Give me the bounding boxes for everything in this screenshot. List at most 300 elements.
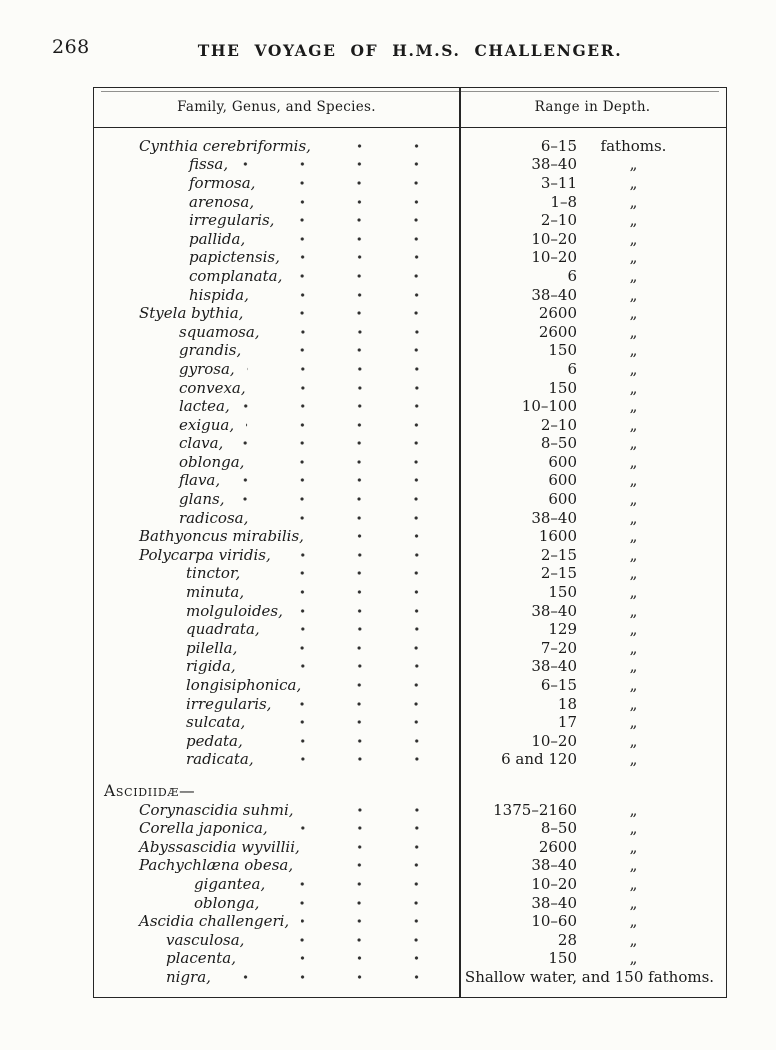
dot-leader — [271, 897, 445, 909]
depth-value: 6 and 120 — [501, 750, 577, 769]
taxon-name: papictensis, — [189, 248, 280, 267]
depth-unit: „ — [629, 912, 638, 931]
depth-cell — [459, 509, 726, 527]
depth-value: 2–10 — [540, 211, 577, 230]
table-row — [94, 657, 726, 676]
taxon-name: squamosa, — [179, 322, 260, 341]
depth-unit: „ — [629, 155, 638, 174]
depth-cell — [459, 174, 726, 192]
taxon-name: pallida, — [189, 229, 246, 248]
depth-cell — [459, 193, 726, 211]
dot-leader — [257, 233, 445, 245]
column-header-depth: Range in Depth. — [534, 99, 651, 116]
depth-value: 600 — [548, 490, 577, 509]
name-cell — [94, 323, 459, 341]
dot-leader — [260, 512, 445, 524]
taxon-name: exigua, — [179, 415, 235, 434]
name-cell — [94, 782, 459, 800]
dot-leader — [253, 344, 445, 356]
taxon-name: complanata, — [189, 266, 283, 285]
taxon-name: fissa, — [189, 155, 229, 174]
dot-leader — [248, 952, 445, 964]
table-row — [94, 639, 726, 658]
table-row — [94, 248, 726, 267]
table-row — [94, 750, 726, 769]
depth-cell — [459, 695, 726, 713]
depth-value: 2–15 — [540, 545, 577, 564]
depth-cell — [459, 564, 726, 582]
name-cell — [94, 801, 459, 819]
depth-unit: „ — [629, 471, 638, 490]
depth-unit: „ — [629, 434, 638, 453]
table-row — [94, 229, 726, 248]
dot-leader — [312, 841, 445, 853]
depth-value: 2–10 — [540, 415, 577, 434]
depth-unit: „ — [629, 694, 638, 713]
depth-value: 10–20 — [531, 731, 577, 750]
name-cell — [94, 564, 459, 582]
dot-leader — [255, 735, 445, 747]
depth-cell — [459, 750, 726, 768]
dot-leader — [283, 698, 445, 710]
table-row — [94, 949, 726, 968]
depth-unit: „ — [629, 949, 638, 968]
taxon-name: Ascidiidæ— — [104, 781, 196, 800]
taxon-name: Corynascidia suhmi, — [139, 800, 294, 819]
name-cell — [94, 193, 459, 211]
depth-value: Shallow water, and 150 fathoms. — [464, 967, 715, 986]
depth-unit: „ — [629, 415, 638, 434]
depth-value: 3–11 — [540, 173, 577, 192]
taxon-name: longisiphonica, — [186, 676, 302, 695]
depth-value: 2600 — [538, 322, 577, 341]
dot-leader — [255, 307, 445, 319]
depth-value: 150 — [548, 583, 577, 602]
depth-value: 38–40 — [531, 285, 577, 304]
table-row — [94, 415, 726, 434]
species-depth-table — [93, 87, 727, 998]
running-title: THE VOYAGE OF H.M.S. CHALLENGER. — [197, 41, 623, 60]
table-row — [94, 620, 726, 639]
depth-cell — [459, 713, 726, 731]
table-row — [94, 304, 726, 323]
table-row — [94, 341, 726, 360]
table-row — [94, 601, 726, 620]
dot-leader — [272, 623, 445, 635]
table-row — [94, 546, 726, 565]
depth-unit: „ — [629, 713, 638, 732]
depth-value: 6 — [567, 266, 577, 285]
table-row — [94, 155, 726, 174]
dot-leader — [256, 586, 445, 598]
dot-leader — [266, 196, 445, 208]
depth-unit: „ — [629, 601, 638, 620]
name-cell — [94, 713, 459, 731]
depth-cell — [459, 416, 726, 434]
taxon-name: gyrosa, — [179, 359, 235, 378]
dot-leader — [272, 326, 445, 338]
taxon-name: rigida, — [186, 657, 236, 676]
dot-leader — [295, 605, 445, 617]
taxon-name: radicosa, — [179, 508, 249, 527]
taxon-name: nigra, — [166, 967, 211, 986]
depth-value: 8–50 — [540, 434, 577, 453]
depth-cell — [459, 155, 726, 173]
taxon-name: Styela bythia, — [139, 304, 244, 323]
taxon-name: oblonga, — [194, 893, 260, 912]
name-cell — [94, 248, 459, 266]
depth-cell — [459, 912, 726, 930]
depth-value: 10–100 — [521, 397, 577, 416]
depth-value: 600 — [548, 452, 577, 471]
taxon-name: Cynthia cerebriformis, — [139, 136, 311, 155]
table-row — [94, 434, 726, 453]
depth-cell — [459, 397, 726, 415]
dot-leader — [316, 530, 445, 542]
depth-value: 600 — [548, 471, 577, 490]
name-cell — [94, 211, 459, 229]
name-cell — [94, 137, 459, 155]
name-cell — [94, 490, 459, 508]
table-row — [94, 360, 726, 379]
depth-cell — [459, 856, 726, 874]
name-cell — [94, 397, 459, 415]
depth-value: 38–40 — [531, 856, 577, 875]
depth-value: 8–50 — [540, 819, 577, 838]
name-cell — [94, 657, 459, 675]
table-row — [94, 490, 726, 509]
dot-leader — [257, 716, 445, 728]
table-row — [94, 322, 726, 341]
depth-value: 38–40 — [531, 155, 577, 174]
depth-unit: „ — [629, 930, 638, 949]
dot-leader — [242, 400, 445, 412]
depth-unit: „ — [629, 508, 638, 527]
depth-value: 38–40 — [531, 657, 577, 676]
name-cell — [94, 509, 459, 527]
taxon-name: radicata, — [186, 750, 254, 769]
table-row — [94, 137, 726, 156]
depth-value: 38–40 — [531, 508, 577, 527]
taxon-name: quadrata, — [186, 620, 260, 639]
taxon-name: sulcata, — [186, 713, 246, 732]
taxon-name: molguloides, — [186, 601, 283, 620]
depth-value: 150 — [548, 341, 577, 360]
dot-leader — [252, 567, 445, 579]
name-cell — [94, 453, 459, 471]
name-cell — [94, 341, 459, 359]
dot-leader — [280, 822, 445, 834]
table-row — [94, 819, 726, 838]
depth-cell — [459, 931, 726, 949]
table-row — [94, 267, 726, 286]
depth-value: 1375–2160 — [493, 800, 577, 819]
table-row — [94, 782, 726, 801]
depth-unit: „ — [629, 304, 638, 323]
dot-leader — [323, 140, 445, 152]
name-cell — [94, 155, 459, 173]
name-cell — [94, 286, 459, 304]
table-row — [94, 378, 726, 397]
name-cell — [94, 471, 459, 489]
table-row — [94, 508, 726, 527]
table-header-row — [94, 88, 726, 128]
depth-cell — [459, 676, 726, 694]
table-row — [94, 453, 726, 472]
name-cell — [94, 856, 459, 874]
dot-leader — [248, 660, 445, 672]
depth-cell — [459, 379, 726, 397]
depth-unit: fathoms. — [600, 136, 667, 155]
depth-cell — [459, 527, 726, 545]
depth-value: 2600 — [538, 304, 577, 323]
depth-cell — [459, 639, 726, 657]
dot-leader — [313, 679, 445, 691]
dot-leader — [240, 158, 445, 170]
name-cell — [94, 912, 459, 930]
depth-value: 10–60 — [531, 912, 577, 931]
taxon-name: formosa, — [189, 173, 256, 192]
dot-leader — [266, 753, 445, 765]
taxon-name: minuta, — [186, 583, 245, 602]
taxon-name: arenosa, — [189, 192, 255, 211]
depth-unit: „ — [629, 397, 638, 416]
dot-leader — [232, 474, 445, 486]
table-row — [94, 893, 726, 912]
depth-value: 17 — [557, 713, 577, 732]
name-cell — [94, 949, 459, 967]
depth-value: 150 — [548, 378, 577, 397]
name-cell — [94, 527, 459, 545]
table-body — [94, 128, 726, 997]
depth-value: 6–15 — [540, 676, 577, 695]
column-header-family: Family, Genus, and Species. — [177, 99, 376, 116]
depth-unit: „ — [629, 874, 638, 893]
table-row — [94, 583, 726, 602]
depth-unit: „ — [629, 490, 638, 509]
dot-leader — [283, 549, 445, 561]
depth-unit: „ — [629, 341, 638, 360]
dot-leader — [235, 437, 445, 449]
depth-unit: „ — [629, 837, 638, 856]
depth-value: 2–15 — [540, 564, 577, 583]
depth-cell — [459, 267, 726, 285]
taxon-name: oblonga, — [179, 452, 245, 471]
name-cell — [94, 894, 459, 912]
page-number: 268 — [52, 36, 90, 58]
depth-cell — [459, 137, 726, 155]
name-cell — [94, 304, 459, 322]
dot-leader — [294, 270, 445, 282]
taxon-name: irregularis, — [186, 694, 272, 713]
name-cell — [94, 230, 459, 248]
depth-cell — [459, 819, 726, 837]
depth-cell — [459, 434, 726, 452]
depth-value: 129 — [548, 620, 577, 639]
name-cell — [94, 602, 459, 620]
taxon-name: Bathyoncus mirabilis, — [139, 527, 304, 546]
depth-cell — [459, 968, 726, 986]
taxon-name: convexa, — [179, 378, 246, 397]
taxon-name: placenta, — [166, 949, 237, 968]
taxon-name: clava, — [179, 434, 224, 453]
dot-leader — [207, 785, 445, 797]
table-row — [94, 912, 726, 931]
table-row — [94, 856, 726, 875]
depth-value: 10–20 — [531, 248, 577, 267]
depth-unit: „ — [629, 229, 638, 248]
depth-cell — [459, 657, 726, 675]
depth-cell — [459, 949, 726, 967]
depth-cell — [459, 583, 726, 601]
table-row — [94, 397, 726, 416]
name-cell — [94, 639, 459, 657]
depth-cell — [459, 894, 726, 912]
depth-unit: „ — [629, 800, 638, 819]
depth-value: 150 — [548, 949, 577, 968]
dot-leader — [267, 177, 445, 189]
table-row — [94, 694, 726, 713]
table-row — [94, 713, 726, 732]
depth-value: 38–40 — [531, 893, 577, 912]
table-row — [94, 732, 726, 751]
table-row — [94, 875, 726, 894]
name-cell — [94, 174, 459, 192]
table-row — [94, 285, 726, 304]
depth-value: 6 — [567, 359, 577, 378]
table-row — [94, 676, 726, 695]
table-row — [94, 527, 726, 546]
name-cell — [94, 875, 459, 893]
dot-leader — [306, 804, 445, 816]
name-cell — [94, 416, 459, 434]
name-cell — [94, 732, 459, 750]
taxon-name: Ascidia challengeri, — [139, 912, 290, 931]
taxon-name: Corella japonica, — [139, 819, 268, 838]
depth-unit: „ — [629, 248, 638, 267]
taxon-name: hispida, — [189, 285, 249, 304]
depth-value: 7–20 — [540, 638, 577, 657]
depth-unit: „ — [629, 285, 638, 304]
dot-leader — [292, 251, 445, 263]
dot-leader — [301, 915, 445, 927]
depth-cell — [459, 230, 726, 248]
name-cell — [94, 695, 459, 713]
taxon-name: vasculosa, — [166, 930, 245, 949]
depth-unit: „ — [629, 545, 638, 564]
name-cell — [94, 267, 459, 285]
dot-leader — [223, 971, 445, 983]
depth-cell — [459, 211, 726, 229]
depth-cell — [459, 323, 726, 341]
taxon-name: glans, — [179, 490, 225, 509]
table-row — [94, 211, 726, 230]
depth-cell — [459, 304, 726, 322]
taxon-name: gigantea, — [194, 874, 266, 893]
name-cell — [94, 379, 459, 397]
taxon-name: pedata, — [186, 731, 243, 750]
depth-value: 10–20 — [531, 229, 577, 248]
depth-unit: „ — [629, 819, 638, 838]
depth-unit: „ — [629, 657, 638, 676]
table-row — [94, 564, 726, 583]
dot-leader — [249, 642, 445, 654]
depth-value: 18 — [557, 694, 577, 713]
depth-cell — [459, 248, 726, 266]
depth-cell — [459, 546, 726, 564]
depth-value: 1600 — [538, 527, 577, 546]
table-row — [94, 800, 726, 819]
dot-leader — [258, 382, 445, 394]
name-cell — [94, 583, 459, 601]
name-cell — [94, 620, 459, 638]
depth-unit: „ — [629, 638, 638, 657]
depth-cell — [459, 602, 726, 620]
dot-leader — [261, 289, 445, 301]
depth-value: 6–15 — [540, 136, 577, 155]
taxon-name: grandis, — [179, 341, 242, 360]
taxon-name: Pachychlæna obesa, — [139, 856, 294, 875]
depth-unit: „ — [629, 173, 638, 192]
depth-cell — [459, 471, 726, 489]
depth-unit: „ — [629, 322, 638, 341]
name-cell — [94, 931, 459, 949]
depth-unit: „ — [629, 750, 638, 769]
depth-value: 38–40 — [531, 601, 577, 620]
dot-leader — [246, 419, 445, 431]
dot-leader — [236, 493, 445, 505]
depth-value: 28 — [557, 930, 577, 949]
depth-unit: „ — [629, 676, 638, 695]
table-row — [94, 968, 726, 987]
taxon-name: lactea, — [179, 397, 230, 416]
depth-unit: „ — [629, 378, 638, 397]
dot-leader — [256, 456, 445, 468]
depth-value: 2600 — [538, 837, 577, 856]
name-cell — [94, 546, 459, 564]
name-cell — [94, 750, 459, 768]
depth-unit: „ — [629, 893, 638, 912]
depth-unit: „ — [629, 527, 638, 546]
dot-leader — [247, 363, 445, 375]
table-row — [94, 471, 726, 490]
depth-unit: „ — [629, 620, 638, 639]
taxon-name: irregularis, — [189, 211, 275, 230]
name-cell — [94, 819, 459, 837]
depth-unit: „ — [629, 359, 638, 378]
depth-cell — [459, 838, 726, 856]
table-row — [94, 192, 726, 211]
dot-leader — [277, 878, 445, 890]
depth-unit: „ — [629, 583, 638, 602]
depth-cell — [459, 801, 726, 819]
dot-leader — [256, 934, 445, 946]
depth-unit: „ — [629, 452, 638, 471]
name-cell — [94, 360, 459, 378]
depth-cell — [459, 286, 726, 304]
depth-cell — [459, 620, 726, 638]
depth-cell — [459, 360, 726, 378]
depth-cell — [459, 453, 726, 471]
depth-unit: „ — [629, 564, 638, 583]
depth-cell — [459, 875, 726, 893]
taxon-name: flava, — [179, 471, 221, 490]
depth-unit: „ — [629, 211, 638, 230]
depth-value: 1–8 — [550, 192, 577, 211]
taxon-name: tinctor, — [186, 564, 241, 583]
name-cell — [94, 676, 459, 694]
table-row — [94, 837, 726, 856]
